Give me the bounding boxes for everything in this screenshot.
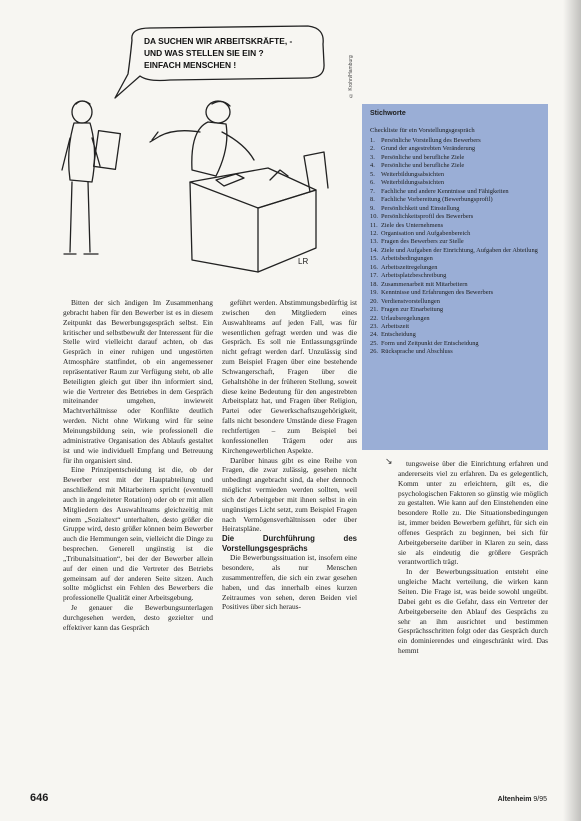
checklist-item-number: 2. (370, 145, 375, 153)
checklist-item (370, 154, 542, 162)
sidebar-intro: Checkliste für ein Vorstellungsgespräch (370, 127, 475, 134)
checklist-item-text: Arbeitszeitregelungen (381, 263, 438, 271)
checklist-item-text: Weiterbildungsabsichten (381, 179, 445, 187)
checklist-item-number: 8. (370, 196, 375, 204)
checklist-item-text: Persönlichkeitsprofil des Bewerbers (381, 213, 474, 221)
checklist-item-text: Form und Zeitpunkt der Entscheidung (381, 339, 479, 347)
checklist-item-text: Persönliche und berufliche Ziele (381, 162, 465, 170)
checklist-item-number: 11. (370, 221, 378, 229)
checklist-item (370, 289, 542, 297)
left-man-head (72, 101, 92, 123)
checklist-item-text: Arbeitsbedingungen (381, 255, 433, 263)
checklist-item (370, 222, 542, 230)
checklist-item-text: Fragen zur Einarbeitung (381, 306, 444, 314)
checklist (370, 137, 542, 357)
checklist-item-text: Fachliche und andere Kenntnisse und Fähigkeiten (381, 187, 509, 195)
checklist-item-text: Arbeitszeit (381, 322, 410, 330)
checklist-item (370, 247, 542, 255)
paragraph: geführt werden. Abstimmungsbedürftig ist zwischen den Mitgliedern eines Auswahlteams auf jeden Fall, was für wesentlichen gefragt werden und was die Gespräch. Es soll nie Entlassungsgründe nicht gefragt werden darf. Unzulässig sind zum Beispiel Fragen über eine bestehende Schwangerschaft, Fragen über die Gehaltshöhe in der früheren Stellung, soweit diese keine Bedeutung für den angestrebten Arbeitsplatz hat, und Fragen über Religion, Partei oder Gewerkschaftszugehörigkeit, falls nicht besondere Umstände diese Fragen rechtfertigen – zum Beispiel bei konfessionellen Trägern oder aus Kirchengewerblichen Aspekte. (222, 298, 357, 455)
checklist-item-text: Entscheidung (381, 331, 416, 339)
checklist-item-text: Fragen des Bewerbers zur Stelle (381, 238, 464, 246)
paragraph: Darüber hinaus gibt es eine Reihe von Fragen, die zwar zulässig, gesehen nicht unbedingt angebracht sind, da eher dennoch möglichst vermieden werden sollten, weil sich der Arbeitgeber mit ihnen selbst in ein ungünstiges Licht setzt, zum Beispiel Fragen nach Vermögensverhältnissen oder über Heiratspläne. (222, 455, 357, 534)
checklist-item-text: Rücksprache und Abschluss (381, 348, 453, 356)
checklist-item (370, 306, 542, 314)
checklist-item-number: 12. (370, 229, 378, 237)
paragraph: Eine Prinzipentscheidung ist die, ob der Bewerber erst mit der Hauptabteilung und anschließend mit Mitarbeitern spricht (eventuell auch in angeleiteter Rotation) oder ob er mit allen Mitgliedern des Auswahlteams gleichzeitig mit einem „Sozialtext“ unterhalten, desto größer die Gruppe wird, desto größer können beim Bewerber auch die Hemmungen sein, vielleicht die Dinge zu besprechen. Generell ungünstig ist die „Tribunalsituation“, bei der der Bewerber allein auf der einen und die Vertreter des Betriebs gemeinsam auf der anderen Seite sitzen. Auch sollte möglichst ein Fehlen des Bewerbers die professionelle Qualität einer Arbeitsgebung. (63, 465, 213, 603)
checklist-item-number: 21. (370, 306, 378, 314)
checklist-item-text: Zusammenarbeit mit Mitarbeitern (381, 280, 468, 288)
checklist-item (370, 230, 542, 238)
checklist-item (370, 213, 542, 221)
page-edge-shadow (563, 0, 581, 821)
cartoon-signature: LR (298, 257, 309, 266)
checklist-item-text: Fachliche Vorbereitung (Bewerbungsprofil) (381, 196, 493, 204)
checklist-item-text: Arbeitsplatzbeschreibung (381, 272, 447, 280)
paragraph: Bitten der sich ändigen Im Zusammenhang gebracht haben für den Bewerber ist es in diesem Zeitpunkt das Bewerbungsgespräch selbst. Ein kritischer und selbstbewußt der Interessent für die Stelle wird vielleicht darauf achten, ob das Gespräch in einer ruhigen und ungestörten Atmosphäre stattfindet, ob ein angemessener repräsentativer Raum zur Verfügung steht, ob alle Beteiligten gleich gut über ihn informiert sind, wie die Vertreter des Betriebes in dem Gespräch miteinander umgehen, inwieweit Machtverhältnisse oder Konflikte deutlich werden. Nicht ohne Wirkung wird für seine Meinungsbildung sein, wie professionell die administrative Organisation des Ablaufs gestaltet ist und wie individuell Empfang und Betreuung für ihn organisiert sind. (63, 298, 213, 465)
checklist-item (370, 238, 542, 246)
checklist-item (370, 281, 542, 289)
right-man-head (206, 101, 230, 123)
checklist-item (370, 315, 542, 323)
checklist-item (370, 179, 542, 187)
paragraph: Je genauer die Bewerbungsunterlagen durchgesehen werden, desto gezielter und effektiver kann das Gespräch (63, 603, 213, 632)
checklist-item-number: 17. (370, 272, 378, 280)
journal-name: Altenheim (497, 796, 532, 803)
speech-line-2: UND WAS STELLEN SIE EIN ? (144, 48, 264, 58)
checklist-item-number: 4. (370, 162, 375, 170)
sidebar-title: Stichworte (370, 110, 406, 117)
checklist-item-text: Urlaubsregelungen (381, 314, 430, 322)
checklist-item-text: Ziele des Unternehmens (381, 221, 444, 229)
paragraph: In der Bewerbungssituation entsteht eine ungleiche Macht verteilung, die wirken kann Seiten. Die Frage ist, was beide sowohl ungeübt. Dabei geht es die Gefahr, dass ein Vertreter der Arbeitgeberseite den Ablauf des Gesprächs zu sehr an ihm ausrichtet und bestimmen Gesprächsschritten folgt oder das Gespräch durch ein dominierendes und eingeschränkt wird. Das hemmt (398, 567, 548, 656)
section-heading: Die Durchführung des Vorstellungsgesprächs (222, 534, 357, 553)
checklist-item-text: Weiterbildungsabsichten (381, 170, 445, 178)
article-column-middle (222, 298, 357, 761)
article-column-left (63, 298, 213, 761)
checklist-item (370, 298, 542, 306)
checklist-item-number: 1. (370, 137, 375, 144)
checklist-item-number: 22. (370, 314, 378, 322)
checklist-item (370, 171, 542, 179)
journal-issue: 9/95 (533, 796, 547, 803)
checklist-item-text: Persönliche und berufliche Ziele (381, 153, 465, 161)
checklist-item-text: Ziele und Aufgaben der Einrichtung, Aufgaben der Abteilung (381, 246, 538, 254)
checklist-sidebar (362, 104, 548, 450)
checklist-item-number: 13. (370, 238, 378, 246)
checklist-item-number: 26. (370, 348, 378, 356)
checklist-item-number: 25. (370, 339, 378, 347)
checklist-item (370, 272, 542, 280)
checklist-item-number: 9. (370, 204, 375, 212)
speech-line-1: DA SUCHEN WIR ARBEITSKRÄFTE, - (144, 36, 293, 46)
checklist-item (370, 323, 542, 331)
checklist-item (370, 196, 542, 204)
article-column-right (398, 459, 548, 759)
paragraph: tungsweise über die Einrichtung erfahren und andererseits viel zu erfahren. Da es gelegentlich, Komm unter zu erleichtern, gilt es, die psychologischen Faktoren so günstig wie möglich zu gestalten. Wie kann auf den Einstehenden eine besondere Rolle zu. Die Situationsbedingungen ist, immer beiden Bewerbern geführt, für sich ein offenes Gespräch zu beginnen, bei sich für Arbeitgeberseite darüber in Klaren zu sein, dass sie als eindeutig die größere Gespräch verantwortlich trägt. (398, 459, 548, 567)
pen-mark-icon: ↘ (385, 456, 393, 466)
checklist-item-number: 20. (370, 297, 378, 305)
checklist-item-number: 3. (370, 153, 375, 161)
checklist-item-text: Kenntnisse und Erfahrungen des Bewerbers (381, 289, 494, 297)
checklist-item (370, 348, 542, 356)
checklist-item-number: 19. (370, 289, 378, 297)
checklist-item-number: 23. (370, 322, 378, 330)
checklist-item (370, 340, 542, 348)
checklist-item-text: Grund der angestrebten Veränderung (381, 145, 476, 153)
page-number: 646 (30, 792, 49, 804)
checklist-item (370, 255, 542, 263)
checklist-item (370, 162, 542, 170)
checklist-item-number: 14. (370, 246, 378, 254)
checklist-item-number: 7. (370, 187, 375, 195)
checklist-item-text: Persönlichkeit und Einstellung (381, 204, 460, 212)
checklist-item-number: 10. (370, 213, 378, 221)
checklist-item-text: Verdienstvorstellungen (381, 297, 440, 305)
journal-footer (498, 796, 547, 803)
checklist-item-number: 6. (370, 179, 375, 187)
checklist-item (370, 188, 542, 196)
checklist-item-number: 15. (370, 255, 378, 263)
checklist-item-text: Organisation und Aufgabenbereich (381, 229, 471, 237)
paragraph: Die Bewerbungssituation ist, insofern eine besondere, als nur Menschen zusammentreffen, die sich ein zwar gesehen haben, und das innerhalb eines kurzen Zeitraumes von sehen, deren Beiden viel Positives über sich heraus- (222, 553, 357, 612)
checklist-item-number: 5. (370, 170, 375, 178)
cartoon-illustration (40, 20, 352, 290)
checklist-item (370, 137, 542, 145)
checklist-item-text: Persönliche Vorstellung des Bewerbers (381, 137, 481, 144)
checklist-item (370, 264, 542, 272)
checklist-item (370, 331, 542, 339)
checklist-item-number: 24. (370, 331, 378, 339)
checklist-item (370, 205, 542, 213)
checklist-item-number: 18. (370, 280, 378, 288)
cartoon-credit: © Krohn/Hamburg (348, 55, 354, 98)
checklist-item-number: 16. (370, 263, 378, 271)
speech-line-3: EINFACH MENSCHEN ! (144, 60, 237, 70)
checklist-item (370, 145, 542, 153)
